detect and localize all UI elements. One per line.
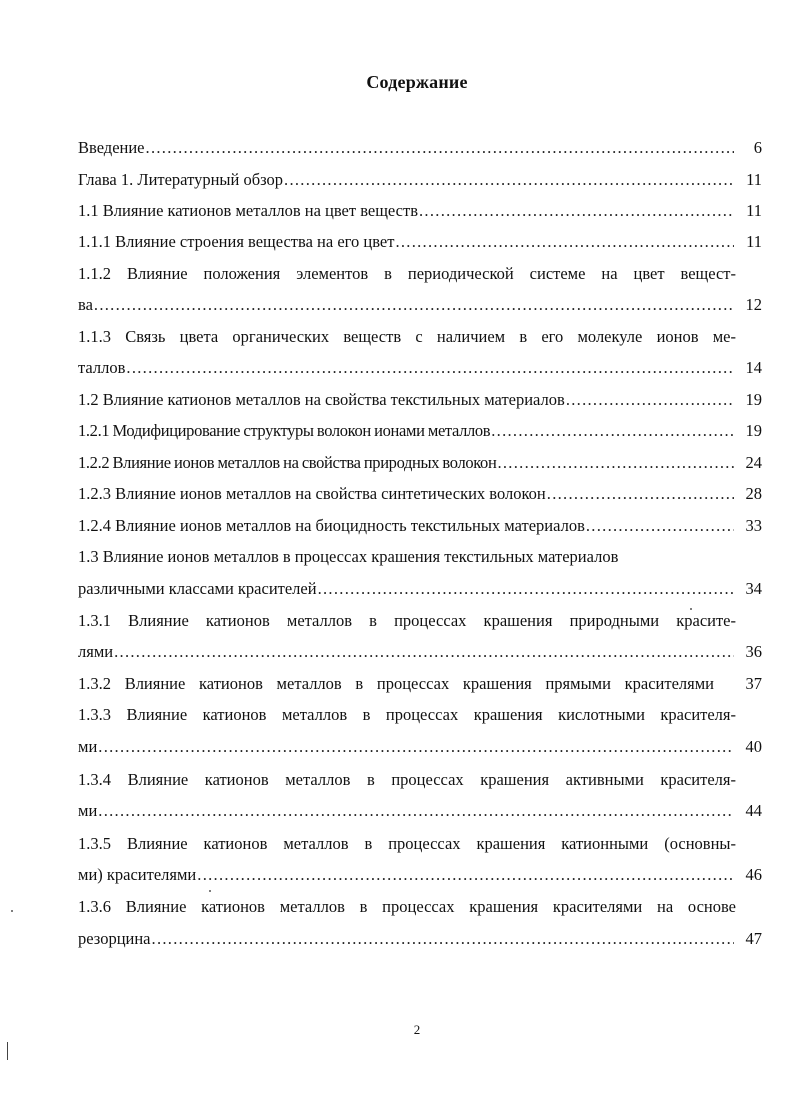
toc-entry-text: 1.2.1 Модифицирование структуры волокон ионами металлов [78, 421, 491, 440]
toc-entry-1-3-2 [78, 674, 762, 696]
toc-entry-1-2-1 [78, 421, 762, 443]
scan-speck [209, 890, 211, 892]
dot-leader [98, 801, 734, 821]
toc-page-number: 19 [745, 421, 762, 440]
toc-entry-1-1-2 [78, 264, 762, 286]
toc-entry-text: 1.3.1 Влияние катионов металлов в процессах крашения природными красите- [78, 611, 736, 630]
toc-page-number: 47 [745, 929, 762, 948]
toc-entry-text: 1.3.5 Влияние катионов металлов в процессах крашения катионными (основны- [78, 834, 736, 853]
dot-leader [566, 390, 734, 410]
toc-entry-1-1-1 [78, 232, 762, 254]
dot-leader [395, 232, 734, 252]
page-number: 2 [413, 1022, 421, 1037]
toc-page-number: 40 [745, 737, 762, 756]
toc-entry-text: Глава 1. Литературный обзор [78, 170, 284, 189]
toc-page-number: 6 [753, 138, 762, 157]
toc-entry-1-3-5 [78, 834, 762, 856]
dot-leader [318, 579, 734, 599]
dot-leader [497, 453, 734, 473]
toc-entry-text: 1.2.4 Влияние ионов металлов на биоцидность текстильных материалов [78, 516, 585, 535]
dot-leader [586, 516, 734, 536]
toc-page-number: 33 [745, 516, 762, 535]
toc-entry-text: 1.1 Влияние катионов металлов на цвет веществ [78, 201, 418, 220]
toc-page-number: 19 [745, 390, 762, 409]
toc-entry-continuation: ми [78, 801, 98, 820]
toc-page-number: 28 [745, 484, 762, 503]
toc-entry-text: Введение [78, 138, 145, 157]
toc-page-number: 37 [745, 674, 762, 693]
page-title: Содержание [366, 72, 468, 92]
toc-entry-1-3-3 [78, 705, 762, 727]
toc-entry-text: 1.1.1 Влияние строения вещества на его цвет [78, 232, 395, 251]
toc-entry-1-2-3 [78, 484, 762, 506]
toc-entry-continuation: резорцина [78, 929, 151, 948]
toc-entry-text: 1.2 Влияние катионов металлов на свойства текстильных материалов [78, 390, 565, 409]
toc-page-number: 11 [746, 201, 762, 220]
toc-page-number: 24 [745, 453, 762, 472]
toc-entry-1-3-6 [78, 897, 762, 919]
dot-leader [419, 201, 734, 221]
toc-entry-continuation: различными классами красителей [78, 579, 317, 598]
toc-entry-text: 1.3.6 Влияние катионов металлов в процессах крашения красителями на основе [78, 897, 736, 916]
toc-entry-text: 1.1.2 Влияние положения элементов в периодической системе на цвет вещест- [78, 264, 736, 283]
toc-entry-1-3-1 [78, 611, 762, 633]
scan-speck [11, 910, 13, 912]
toc-entry-1-3-3-continuation [78, 737, 762, 759]
toc-entry-1-1 [78, 201, 762, 223]
dot-leader [126, 358, 734, 378]
toc-page-number: 44 [745, 801, 762, 820]
toc-entry-text: 1.2.3 Влияние ионов металлов на свойства синтетических волокон [78, 484, 546, 503]
dot-leader [197, 865, 734, 885]
toc-page-number: 14 [745, 358, 762, 377]
toc-page-number: 36 [745, 642, 762, 661]
toc-entry-1-1-2-continuation [78, 295, 762, 317]
toc-page-number: 34 [745, 579, 762, 598]
toc-entry-1-2-2 [78, 453, 762, 475]
toc-page-number: 46 [745, 865, 762, 884]
toc-entry-text: 1.2.2 Влияние ионов металлов на свойства природных волокон [78, 453, 497, 472]
toc-page-number: 12 [745, 295, 762, 314]
dot-leader [152, 929, 734, 949]
toc-entry-1-2 [78, 390, 762, 412]
dot-leader [94, 295, 734, 315]
toc-entry-text: 1.3.3 Влияние катионов металлов в процессах крашения кислотными красителя- [78, 705, 736, 724]
toc-entry-text: 1.3.2 Влияние катионов металлов в процессах крашения прямыми красителями [78, 674, 714, 693]
toc-entry-continuation: ва [78, 295, 93, 314]
toc-entry-1-2-4 [78, 516, 762, 538]
toc-entry-1-3-6-continuation [78, 929, 762, 951]
toc-entry-text: 1.1.3 Связь цвета органических веществ с наличием в его молекуле ионов ме- [78, 327, 736, 346]
dot-leader [146, 138, 734, 158]
toc-entry-continuation: таллов [78, 358, 126, 377]
toc-entry-text: 1.3 Влияние ионов металлов в процессах крашения текстильных материалов [78, 547, 619, 566]
dot-leader [284, 170, 734, 190]
toc-page-number: 11 [746, 170, 762, 189]
toc-entry-1-3-5-continuation [78, 865, 762, 887]
toc-entry-text: 1.3.4 Влияние катионов металлов в процессах крашения активными красителя- [78, 770, 736, 789]
toc-entry-1-1-3 [78, 327, 762, 349]
toc-entry-1-3-4-continuation [78, 801, 762, 823]
toc-entry-1-3 [78, 547, 762, 569]
toc-entry-continuation: ми) красителями [78, 865, 197, 884]
scan-speck [690, 608, 692, 610]
toc-page-number: 11 [746, 232, 762, 251]
dot-leader [98, 737, 734, 757]
dot-leader [547, 484, 734, 504]
scan-artifact [7, 1042, 8, 1060]
toc-entry-1-3-continuation [78, 579, 762, 601]
dot-leader [114, 642, 734, 662]
toc-entry-continuation: лями [78, 642, 114, 661]
toc-entry-1-3-4 [78, 770, 762, 792]
toc-entry-1-1-3-continuation [78, 358, 762, 380]
toc-entry-chapter-1 [78, 170, 762, 192]
toc-entry-introduction [78, 138, 762, 160]
toc-entry-continuation: ми [78, 737, 98, 756]
dot-leader [491, 421, 734, 441]
toc-entry-1-3-1-continuation [78, 642, 762, 664]
